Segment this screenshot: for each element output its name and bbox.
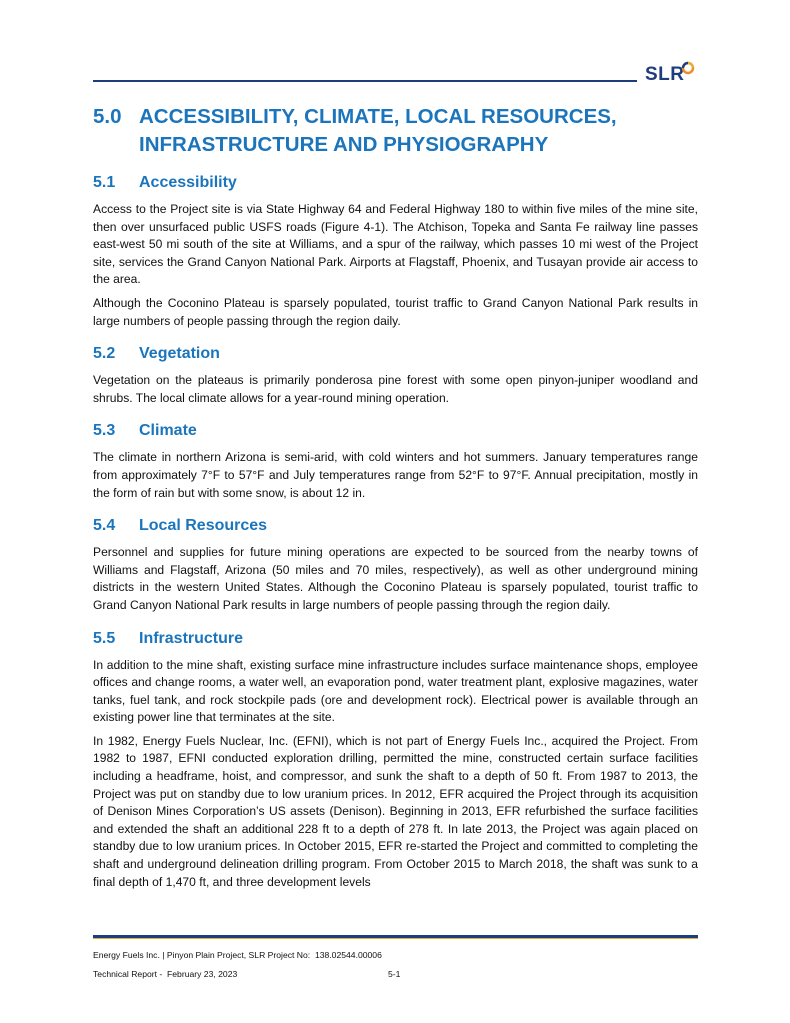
document-body: [93, 103, 698, 897]
logo-text: SLR: [645, 64, 685, 85]
footer-rule: [93, 935, 698, 939]
section-heading: [93, 629, 698, 649]
header-rule: [93, 80, 637, 82]
section-number: 5.2: [93, 345, 116, 363]
slr-logo-mark-icon: [681, 61, 695, 75]
section-title: Local Resources: [139, 517, 268, 535]
paragraph: In addition to the mine shaft, existing surface mine infrastructure includes surface maintenance shops, employee offices and change rooms, a water well, an evaporation pond, water treatment plant, explosive magazines, water tanks, fuel tank, and rock stockpile pads (ore and development rock). Electrical power is available through an existing power line that terminates at the site.: [93, 657, 698, 725]
section-title: Vegetation: [139, 345, 220, 363]
section-accessibility: [93, 173, 698, 330]
paragraph: Access to the Project site is via State Highway 64 and Federal Highway 180 to within five miles of the mine site, then over unsurfaced public USFS roads (Figure 4-1). The Atchison, Topeka and Santa Fe railway line passes east-west 50 mi south of the site at Williams, and a spur of the railway, which passes 10 mi west of the Project site, services the Grand Canyon National Park. Airports at Flagstaff, Phoenix, and Tusayan provide air access to the area.: [93, 202, 698, 287]
section-heading: [93, 344, 698, 364]
section-title: Infrastructure: [139, 629, 244, 647]
section-number: 5.3: [93, 422, 116, 440]
chapter-number: 5.0: [93, 105, 122, 128]
paragraph: Personnel and supplies for future mining operations are expected to be sourced from the nearby towns of Williams and Flagstaff, Arizona (50 miles and 70 miles, respectively), as well as other underground mining districts in the western United States. Although the Coconino Plateau is sparsely populated, tourist traffic to Grand Canyon National Park results in large numbers of people passing through the region daily.: [93, 545, 698, 612]
slr-logo: [645, 64, 705, 86]
footer-project-info: Energy Fuels Inc. | Pinyon Plain Project, SLR Project No: 138.02544.00006: [93, 950, 382, 960]
chapter-title-line-1: ACCESSIBILITY, CLIMATE, LOCAL RESOURCES,: [139, 105, 617, 128]
paragraph: Vegetation on the plateaus is primarily ponderosa pine forest with some open pinyon-juniper woodland and shrubs. The local climate allows for a year-round mining operation.: [93, 373, 698, 405]
section-number: 5.4: [93, 517, 116, 535]
section-title: Accessibility: [139, 174, 237, 191]
page-number: 5-1: [388, 969, 401, 979]
paragraph: Although the Coconino Plateau is sparsely populated, tourist traffic to Grand Canyon National Park results in large numbers of people passing through the region daily.: [93, 295, 698, 328]
section-local-resources: [93, 516, 698, 614]
section-vegetation: [93, 344, 698, 407]
chapter-title-text: [139, 103, 698, 159]
footer-rule-gold: [93, 938, 698, 939]
section-number: 5.1: [93, 174, 116, 191]
section-heading: [93, 516, 698, 536]
section-number: 5.5: [93, 629, 116, 647]
section-heading: [93, 173, 698, 193]
footer-report-date: Technical Report - February 23, 2023: [93, 969, 238, 979]
paragraph: In 1982, Energy Fuels Nuclear, Inc. (EFNI), which is not part of Energy Fuels Inc., acquired the Project. From 1982 to 1987, EFNI conducted exploration drilling, permitted the mine, constructed certain surface facilities including a headframe, hoist, and compressor, and sunk the shaft to a depth of 50 ft. From 1987 to 2013, the Project was put on standby due to low uranium prices. In 2012, EFR acquired the Project through its acquisition of Denison Mines Corporation’s US assets (Denison). Beginning in 2013, EFR refurbished the surface facilities and extended the shaft an additional 228 ft to a depth of 278 ft. In late 2013, the Project was again placed on standby due to low uranium prices. In October 2015, EFR re-started the Project and committed to completing the shaft and underground delineation drilling program. From October 2015 to March 2018, the shaft was sunk to a final depth of 1,470 ft, and three development levels: [93, 733, 698, 889]
section-title: Climate: [139, 422, 197, 440]
chapter-title-line-2: INFRASTRUCTURE AND PHYSIOGRAPHY: [139, 133, 549, 156]
section-climate: [93, 421, 698, 502]
section-heading: [93, 421, 698, 441]
section-infrastructure: [93, 629, 698, 892]
chapter-title: [93, 103, 698, 159]
paragraph: The climate in northern Arizona is semi-arid, with cold winters and hot summers. January temperatures range from approximately 7°F to 57°F and July temperatures range from 52°F to 97°F. Annual precipitation, mostly in the form of rain but with some snow, is about 12 in.: [93, 450, 698, 500]
